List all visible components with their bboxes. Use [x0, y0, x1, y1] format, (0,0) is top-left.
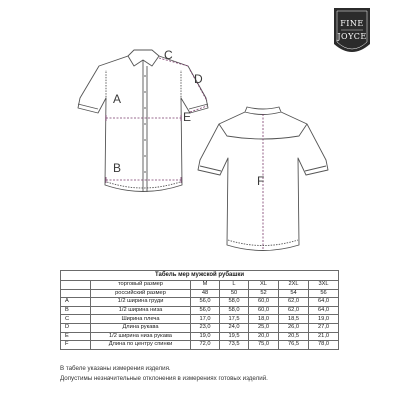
row-value: 75,0 [249, 341, 279, 350]
table-blank-cell [61, 289, 91, 298]
table-row [61, 341, 339, 350]
row-name: Ширина плеча [91, 315, 191, 324]
row-code: F [61, 341, 91, 350]
row-value: 18,5 [279, 315, 309, 324]
row-value: 17,0 [191, 315, 220, 324]
row-value: 25,0 [249, 323, 279, 332]
row-value: 20,5 [279, 332, 309, 341]
row-value: 56,0 [191, 298, 220, 307]
row-name: 1/2 ширина низа [91, 306, 191, 315]
label-e: E [183, 110, 192, 124]
label-b: B [113, 161, 122, 175]
table-row [61, 306, 339, 315]
row-value: 64,0 [309, 298, 339, 307]
label-a: A [113, 92, 122, 106]
header-value: M [191, 281, 220, 290]
logo-text-top: FINE [340, 19, 364, 28]
row-name: 1/2 ширина низа рукава [91, 332, 191, 341]
header-value: L [220, 281, 249, 290]
table-title-row [61, 271, 339, 281]
row-value: 60,0 [249, 298, 279, 307]
row-value: 21,0 [309, 332, 339, 341]
table-header-row [61, 289, 339, 298]
header-value: 3XL [309, 281, 339, 290]
row-value: 78,0 [309, 341, 339, 350]
row-code: C [61, 315, 91, 324]
table-header-row [61, 281, 339, 290]
row-value: 76,5 [279, 341, 309, 350]
row-code: E [61, 332, 91, 341]
row-value: 24,0 [220, 323, 249, 332]
row-code: B [61, 306, 91, 315]
brand-logo [330, 6, 374, 60]
row-code: A [61, 298, 91, 307]
row-name: Длина по центру спинки [91, 341, 191, 350]
row-value: 60,0 [249, 306, 279, 315]
row-value: 18,0 [249, 315, 279, 324]
header-name: российский размер [91, 289, 191, 298]
table-row [61, 323, 339, 332]
header-value: 56 [309, 289, 339, 298]
header-name: торговый размер [91, 281, 191, 290]
row-value: 58,0 [220, 306, 249, 315]
label-c: C [164, 48, 173, 62]
row-value: 62,0 [279, 306, 309, 315]
label-f: F [257, 174, 265, 188]
table-row [61, 315, 339, 324]
back-collar [245, 107, 281, 112]
footnote-line: Допустимы незначительные отклонения в измерениях готовых изделий. [60, 375, 268, 382]
row-name: Длина рукава [91, 323, 191, 332]
row-value: 19,5 [220, 332, 249, 341]
row-value: 23,0 [191, 323, 220, 332]
table-blank-cell [61, 281, 91, 290]
size-table [60, 270, 339, 350]
row-value: 56,0 [191, 306, 220, 315]
table-row [61, 298, 339, 307]
row-value: 64,0 [309, 306, 339, 315]
row-value: 27,0 [309, 323, 339, 332]
row-value: 26,0 [279, 323, 309, 332]
table-row [61, 332, 339, 341]
row-value: 17,5 [220, 315, 249, 324]
row-value: 62,0 [279, 298, 309, 307]
row-value: 19,0 [309, 315, 339, 324]
row-value: 19,0 [191, 332, 220, 341]
footnotes [60, 364, 380, 384]
footnote-line: В табеле указаны измерения изделия. [60, 365, 171, 372]
label-d: D [194, 72, 203, 86]
row-value: 73,5 [220, 341, 249, 350]
header-value: 52 [249, 289, 279, 298]
header-value: 50 [220, 289, 249, 298]
header-value: 54 [279, 289, 309, 298]
logo-text-bottom: JOYCE [337, 32, 367, 41]
row-value: 58,0 [220, 298, 249, 307]
row-code: D [61, 323, 91, 332]
table-title: Табель мер мужской рубашки [61, 271, 339, 281]
row-value: 20,0 [249, 332, 279, 341]
header-value: 2XL [279, 281, 309, 290]
header-value: 48 [191, 289, 220, 298]
row-value: 72,0 [191, 341, 220, 350]
row-name: 1/2 ширина груди [91, 298, 191, 307]
header-value: XL [249, 281, 279, 290]
